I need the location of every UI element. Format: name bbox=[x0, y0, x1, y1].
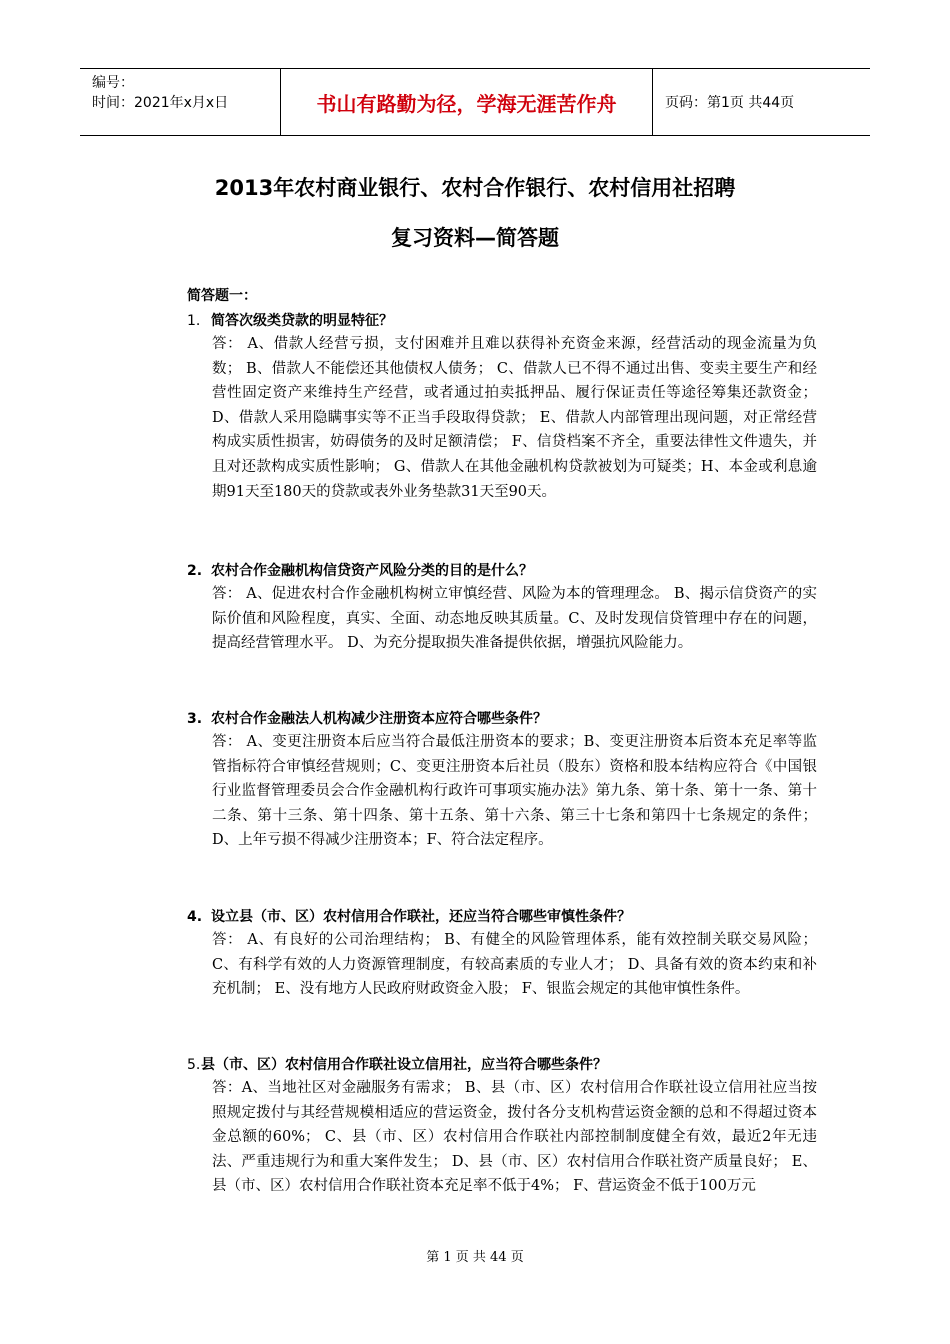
question-text: 农村合作金融机构信贷资产风险分类的目的是什么？ bbox=[211, 563, 533, 579]
question-text: 县（市、区）农村信用合作联社设立信用社，应当符合哪些条件？ bbox=[201, 1057, 607, 1073]
question-2 bbox=[187, 560, 817, 656]
answer-text: 答： A、有良好的公司治理结构； B、有健全的风险管理体系，能有效控制关联交易风险； C、有科学有效的人力资源管理制度，有较高素质的专业人才； D、具备有效的资本约束和补充机制； E、没有地方人民政府财政资金入股； F、银监会规定的其他审慎性条件。 bbox=[212, 932, 817, 998]
question-title bbox=[187, 906, 817, 928]
question-5 bbox=[187, 1054, 817, 1199]
answer-text: 答： A、借款人经营亏损，支付困难并且难以获得补充资金来源，经营活动的现金流量为负数； B、借款人不能偿还其他债权人债务； C、借款人已不得不通过出售、变卖主要生产和经营性固定资产来维持生产经营，或者通过拍卖抵押品、履行保证责任等途径筹集还款资金；D、借款人采用隐瞒事实等不正当手段取得贷款； E、借款人内部管理出现问题，对正常经营构成实质性损害，妨碍债务的及时足额清偿； F、信贷档案不齐全，重要法律性文件遗失，并且对还款构成实质性影响； G、借款人在其他金融机构贷款被划为可疑类；H、本金或利息逾期91天至180天的贷款或表外业务垫款31天至90天。 bbox=[212, 336, 817, 500]
document-title: 2013年农村商业银行、农村合作银行、农村信用社招聘 bbox=[214, 176, 736, 200]
time-label: 时间：2021年x月x日 bbox=[92, 95, 229, 111]
header-meta bbox=[80, 69, 280, 135]
question-number: 2. bbox=[187, 563, 203, 579]
question-text: 设立县（市、区）农村信用合作联社，还应当符合哪些审慎性条件？ bbox=[211, 909, 631, 925]
question-title bbox=[187, 1054, 817, 1076]
question-title bbox=[187, 560, 817, 582]
header-motto: 书山有路勤为径，学海无涯苦作舟 bbox=[280, 69, 653, 135]
question-number: 4. bbox=[187, 909, 203, 925]
question-1 bbox=[187, 310, 817, 504]
answer-text: 答： A、变更注册资本后应当符合最低注册资本的要求；B、变更注册资本后资本充足率等监管指标符合审慎经营规则；C、变更注册资本后社员（股东）资格和股本结构应符合《中国银行业监督管理委员会合作金融机构行政许可事项实施办法》第九条、第十条、第十一条、第十二条、第十三条、第十四条、第十五条、第十六条、第三十七条和第四十七条规定的条件；D、上年亏损不得减少注册资本；F、符合法定程序。 bbox=[212, 734, 817, 849]
answer-text: 答： A、促进农村合作金融机构树立审慎经营、风险为本的管理理念。 B、揭示信贷资产的实际价值和风险程度，真实、全面、动态地反映其质量。C、及时发现信贷管理中存在的问题，提高经营管理水平。 D、为充分提取损失准备提供依据，增强抗风险能力。 bbox=[212, 586, 817, 652]
question-title bbox=[187, 310, 817, 332]
document-subtitle: 复习资料—简答题 bbox=[391, 226, 559, 250]
question-4 bbox=[187, 906, 817, 1002]
section-label: 简答题一： bbox=[187, 288, 257, 304]
number-label: 编号： bbox=[92, 75, 134, 91]
question-3 bbox=[187, 708, 817, 853]
page-footer: 第 1 页 共 44 页 bbox=[426, 1250, 524, 1265]
question-text: 简答次级类贷款的明显特征？ bbox=[211, 313, 393, 329]
question-number: 3. bbox=[187, 711, 203, 727]
question-number: 5. bbox=[187, 1057, 201, 1073]
answer-text: 答：A、当地社区对金融服务有需求； B、县（市、区）农村信用合作联社设立信用社应当按照规定拨付与其经营规模相适应的营运资金，拨付各分支机构营运资金额的总和不得超过资本金总额的60%； C、县（市、区）农村信用合作联社内部控制制度健全有效，最近2年无违法、严重违规行为和重大案件发生； D、县（市、区）农村信用合作联社资产质量良好； E、县（市、区）农村信用合作联社资本充足率不低于4%； F、营运资金不低于100万元 bbox=[212, 1080, 817, 1195]
question-text: 农村合作金融法人机构减少注册资本应符合哪些条件？ bbox=[211, 711, 547, 727]
question-number: 1. bbox=[187, 313, 201, 329]
question-title bbox=[187, 708, 817, 730]
document-header bbox=[80, 68, 870, 136]
header-page-info: 页码：第1页 共44页 bbox=[665, 95, 795, 111]
